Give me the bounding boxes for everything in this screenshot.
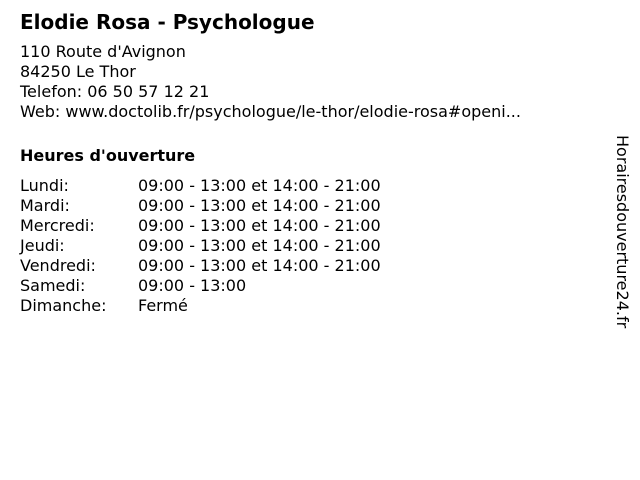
day-label: Lundi: <box>20 176 69 195</box>
hours-row-thursday <box>20 236 381 256</box>
phone-line: Telefon: 06 50 57 12 21 <box>20 82 210 101</box>
day-label: Samedi: <box>20 276 86 295</box>
opening-hours-heading: Heures d'ouverture <box>20 146 196 165</box>
web-line: Web: www.doctolib.fr/psychologue/le-thor/elodie-rosa#openi... <box>20 102 521 121</box>
hours-row-tuesday <box>20 196 381 216</box>
hours-row-friday <box>20 256 381 276</box>
day-hours: 09:00 - 13:00 et 14:00 - 21:00 <box>138 196 381 215</box>
day-label: Mercredi: <box>20 216 95 235</box>
day-label: Dimanche: <box>20 296 107 315</box>
day-hours: 09:00 - 13:00 et 14:00 - 21:00 <box>138 236 381 255</box>
day-hours: 09:00 - 13:00 et 14:00 - 21:00 <box>138 176 381 195</box>
site-brand-vertical: Horairesdouverture24.fr <box>613 135 632 329</box>
day-label: Vendredi: <box>20 256 96 275</box>
hours-row-saturday <box>20 276 381 296</box>
day-hours: 09:00 - 13:00 et 14:00 - 21:00 <box>138 216 381 235</box>
address-street: 110 Route d'Avignon <box>20 42 186 61</box>
day-hours: 09:00 - 13:00 et 14:00 - 21:00 <box>138 256 381 275</box>
address-city: 84250 Le Thor <box>20 62 136 81</box>
day-label: Jeudi: <box>20 236 65 255</box>
day-label: Mardi: <box>20 196 70 215</box>
day-hours: Fermé <box>138 296 188 315</box>
hours-row-monday <box>20 176 381 196</box>
business-card <box>20 8 600 316</box>
opening-hours-table <box>20 176 381 316</box>
day-hours: 09:00 - 13:00 <box>138 276 247 295</box>
business-title: Elodie Rosa - Psychologue <box>20 10 315 34</box>
hours-row-sunday <box>20 296 381 316</box>
hours-row-wednesday <box>20 216 381 236</box>
